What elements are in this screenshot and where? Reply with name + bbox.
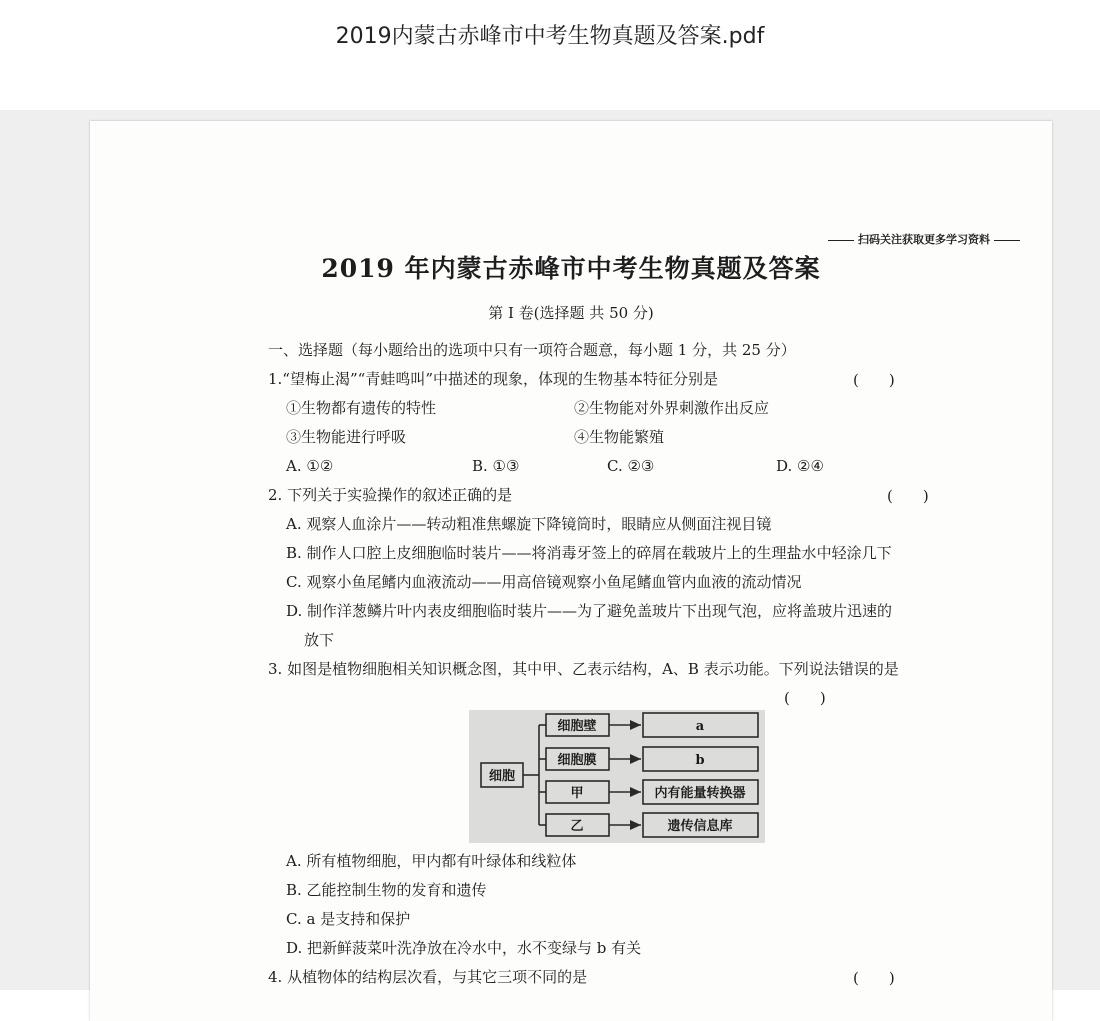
question-1-statement-1: ①生物都有遗传的特性 (286, 399, 437, 417)
question-3-option-a: A. 所有植物细胞，甲内都有叶绿体和线粒体 (286, 852, 577, 870)
diagram-function-2: b (695, 753, 705, 768)
qr-watermark-text: 扫码关注获取更多学习资料 (824, 231, 1024, 247)
cell-concept-diagram (469, 710, 765, 843)
question-2-option-c: C. 观察小鱼尾鳍内血液流动——用高倍镜观察小鱼尾鳍血管内血液的流动情况 (286, 573, 802, 591)
pdf-page (90, 121, 1052, 1021)
diagram-node-4: 乙 (570, 819, 584, 834)
question-1-option-b: B. ①③ (472, 457, 520, 475)
question-2-option-a: A. 观察人血涂片——转动粗准焦螺旋下降镜筒时，眼睛应从侧面注视目镜 (286, 515, 772, 533)
question-4-stem: 4. 从植物体的结构层次看，与其它三项不同的是 (268, 968, 588, 986)
question-2-option-b: B. 制作人口腔上皮细胞临时装片——将消毒牙签上的碎屑在载玻片上的生理盐水中轻涂几下 (286, 544, 892, 562)
question-1-option-c: C. ②③ (607, 457, 655, 475)
diagram-node-2: 细胞膜 (557, 753, 597, 768)
question-3-option-d: D. 把新鲜菠菜叶洗净放在冷水中，水不变绿与 b 有关 (286, 939, 642, 957)
question-3-option-b: B. 乙能控制生物的发育和遗传 (286, 881, 487, 899)
question-1-option-a: A. ①② (286, 457, 334, 475)
section-heading: 一、选择题（每小题给出的选项中只有一项符合题意，每小题 1 分，共 25 分） (268, 341, 796, 359)
diagram-function-3: 内有能量转换器 (654, 786, 746, 801)
question-1-statement-2: ②生物能对外界刺激作出反应 (574, 399, 770, 417)
question-1-stem: 1.“望梅止渴”“青蛙鸣叫”中描述的现象，体现的生物基本特征分别是 (268, 370, 718, 388)
question-4-answer-paren: ( ) (853, 969, 895, 987)
question-3-option-c: C. a 是支持和保护 (286, 910, 411, 928)
question-2-stem: 2. 下列关于实验操作的叙述正确的是 (268, 486, 513, 504)
question-1-answer-paren: ( ) (853, 371, 895, 389)
question-1-option-d: D. ②④ (776, 457, 824, 475)
question-2-option-d: D. 制作洋葱鳞片叶内表皮细胞临时装片——为了避免盖玻片下出现气泡，应将盖玻片迅速的 (286, 602, 893, 620)
question-1-statement-3: ③生物能进行呼吸 (286, 428, 407, 446)
exam-subtitle: 第 I 卷(选择题 共 50 分) (488, 304, 654, 322)
diagram-node-1: 细胞壁 (557, 719, 597, 734)
question-3-answer-paren: ( ) (784, 689, 826, 707)
question-2-option-d-cont: 放下 (304, 631, 335, 649)
diagram-function-4: 遗传信息库 (667, 819, 733, 834)
exam-title: 2019 年内蒙古赤峰市中考生物真题及答案 (321, 254, 821, 283)
document-file-title: 2019内蒙古赤峰市中考生物真题及答案.pdf (335, 24, 765, 49)
document-header (0, 0, 1100, 110)
diagram-function-1: a (695, 719, 705, 734)
question-1-statement-4: ④生物能繁殖 (574, 428, 665, 446)
diagram-node-3: 甲 (570, 786, 584, 801)
question-2-answer-paren: ( ) (887, 487, 929, 505)
question-3-stem: 3. 如图是植物细胞相关知识概念图，其中甲、乙表示结构，A、B 表示功能。下列说法错误的是 (268, 660, 899, 678)
diagram-root-label: 细胞 (488, 769, 516, 784)
